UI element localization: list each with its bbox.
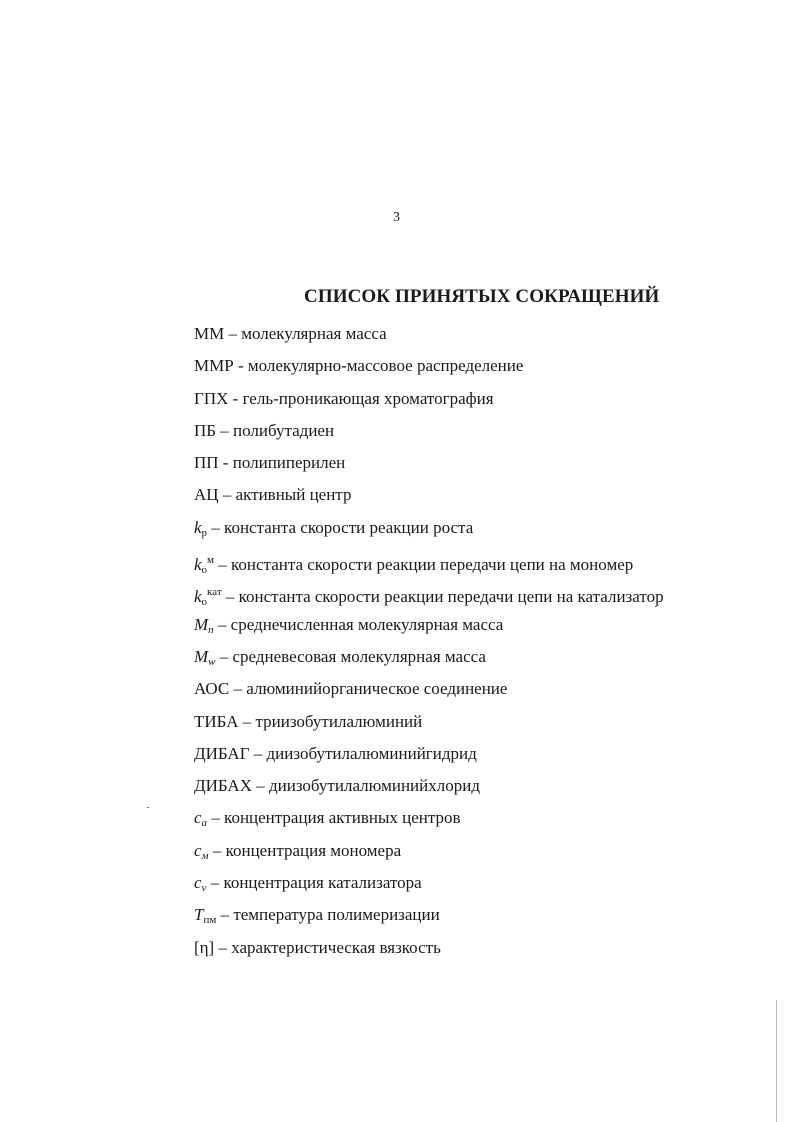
symbol-subscript bbox=[208, 656, 215, 668]
symbol-base: k bbox=[194, 517, 202, 537]
list-item bbox=[194, 839, 664, 871]
scan-artifact-edge bbox=[776, 1000, 777, 1122]
subscript-letter: w bbox=[208, 655, 216, 668]
separator: – bbox=[249, 743, 267, 763]
page-title: СПИСОК ПРИНЯТЫХ СОКРАЩЕНИЙ bbox=[304, 286, 660, 307]
list-item bbox=[194, 322, 664, 354]
subscript-letter: n bbox=[208, 623, 214, 636]
subscript-letter: м bbox=[201, 849, 209, 862]
symbol-superscript: м bbox=[207, 554, 215, 567]
list-item bbox=[194, 903, 664, 935]
separator: - bbox=[228, 388, 243, 408]
symbol-base: c bbox=[194, 840, 202, 860]
symbol-base: k bbox=[194, 555, 202, 575]
symbol-base: c bbox=[194, 873, 202, 893]
list-item bbox=[194, 516, 664, 548]
abbreviation-definition: полибутадиен bbox=[233, 420, 335, 440]
list-item bbox=[194, 806, 664, 838]
abbreviation-definition: характеристическая вязкость bbox=[231, 937, 441, 957]
list-item bbox=[194, 419, 664, 451]
list-item bbox=[194, 613, 664, 645]
symbol-term bbox=[194, 586, 222, 609]
abbreviation-term: ПП bbox=[194, 453, 219, 473]
abbreviation-definition: молекулярно-массовое распределение bbox=[247, 356, 524, 376]
abbreviation-term: АОС bbox=[194, 679, 230, 699]
scan-artifact-dot bbox=[147, 807, 149, 808]
abbreviation-definition: алюминийорганическое соединение bbox=[246, 679, 508, 699]
abbreviation-definition: полипиперилен bbox=[232, 453, 346, 473]
list-item bbox=[194, 742, 664, 774]
symbol-subscript: пм bbox=[203, 914, 217, 927]
list-item bbox=[194, 774, 664, 806]
separator: – bbox=[215, 646, 233, 666]
abbreviation-definition: концентрация активных центров bbox=[224, 808, 461, 828]
separator: – bbox=[238, 711, 256, 731]
abbreviation-definition: константа скорости реакции роста bbox=[224, 517, 474, 537]
symbol-base: c bbox=[194, 808, 202, 828]
separator: – bbox=[214, 555, 232, 575]
separator: – bbox=[216, 905, 234, 925]
separator: – bbox=[229, 679, 247, 699]
abbreviation-definition: средневесовая молекулярная масса bbox=[232, 646, 486, 666]
abbreviation-definition: молекулярная масса bbox=[241, 324, 387, 343]
abbreviation-term: ММ bbox=[194, 324, 225, 343]
separator: – bbox=[207, 808, 225, 828]
abbreviation-definition: концентрация катализатора bbox=[223, 873, 422, 893]
separator: - bbox=[218, 453, 233, 473]
list-item bbox=[194, 548, 664, 580]
list-item bbox=[194, 483, 664, 515]
list-item bbox=[194, 710, 664, 742]
list-item bbox=[194, 580, 664, 612]
list-item bbox=[194, 677, 664, 709]
symbol-subscript bbox=[202, 850, 209, 862]
abbreviation-definition: температура полимеризации bbox=[233, 905, 440, 925]
symbol-term bbox=[194, 647, 216, 666]
list-item bbox=[194, 871, 664, 903]
abbreviation-term: ГПХ bbox=[194, 388, 229, 408]
separator: – bbox=[218, 485, 236, 505]
separator: – bbox=[208, 840, 226, 860]
separator: – bbox=[213, 614, 231, 634]
abbreviation-term: ПБ bbox=[194, 420, 217, 440]
symbol-base: T bbox=[194, 905, 204, 925]
abbreviation-definition: диизобутилалюминийхлорид bbox=[268, 776, 480, 796]
symbol-base: k bbox=[194, 587, 202, 607]
list-item bbox=[194, 387, 664, 419]
symbol-base: M bbox=[194, 646, 209, 666]
abbreviation-definition: диизобутилалюминийгидрид bbox=[266, 743, 477, 763]
separator: – bbox=[216, 420, 234, 440]
abbreviation-definition: триизобутилалюминий bbox=[255, 711, 423, 731]
abbreviation-term: ТИБА bbox=[194, 711, 239, 731]
symbol-term bbox=[194, 808, 208, 830]
abbreviation-definition: концентрация мономера bbox=[225, 840, 402, 860]
separator: – bbox=[221, 587, 239, 607]
abbreviation-list bbox=[194, 322, 664, 968]
list-item bbox=[194, 936, 664, 968]
scan-artifact-dot bbox=[655, 606, 657, 607]
separator: – bbox=[207, 517, 225, 537]
symbol-term bbox=[194, 554, 215, 577]
symbol-term bbox=[194, 905, 217, 927]
abbreviation-definition: константа скорости реакции передачи цепи на катализатор bbox=[238, 587, 664, 607]
separator: – bbox=[224, 324, 242, 343]
abbreviation-definition: константа скорости реакции передачи цепи на мономер bbox=[231, 555, 634, 575]
abbreviation-definition: гель-проникающая хроматография bbox=[242, 388, 494, 408]
abbreviation-term: [η] bbox=[194, 937, 215, 957]
symbol-term bbox=[194, 518, 207, 537]
symbol-term bbox=[194, 615, 214, 634]
symbol-subscript: р bbox=[201, 526, 208, 539]
separator: – bbox=[206, 873, 224, 893]
list-item bbox=[194, 451, 664, 483]
list-item bbox=[194, 645, 664, 677]
separator: - bbox=[233, 356, 248, 376]
symbol-subscript: о bbox=[201, 596, 208, 609]
symbol-superscript: кат bbox=[207, 586, 222, 599]
list-item bbox=[194, 354, 664, 386]
abbreviation-term: АЦ bbox=[194, 485, 219, 505]
page-number: 3 bbox=[393, 210, 400, 225]
subscript-letter: v bbox=[201, 882, 207, 895]
abbreviation-term: ММР bbox=[194, 356, 234, 376]
separator: – bbox=[214, 937, 232, 957]
separator: – bbox=[251, 776, 269, 796]
symbol-subscript: о bbox=[201, 564, 208, 577]
abbreviation-definition: среднечисленная молекулярная масса bbox=[230, 614, 504, 634]
subscript-letter: а bbox=[201, 817, 208, 830]
symbol-base: M bbox=[194, 614, 209, 634]
abbreviation-term: ДИБАХ bbox=[194, 776, 252, 796]
symbol-term bbox=[194, 873, 207, 895]
abbreviation-term: ДИБАГ bbox=[194, 743, 250, 763]
abbreviation-definition: активный центр bbox=[235, 485, 352, 505]
symbol-term bbox=[194, 841, 209, 860]
